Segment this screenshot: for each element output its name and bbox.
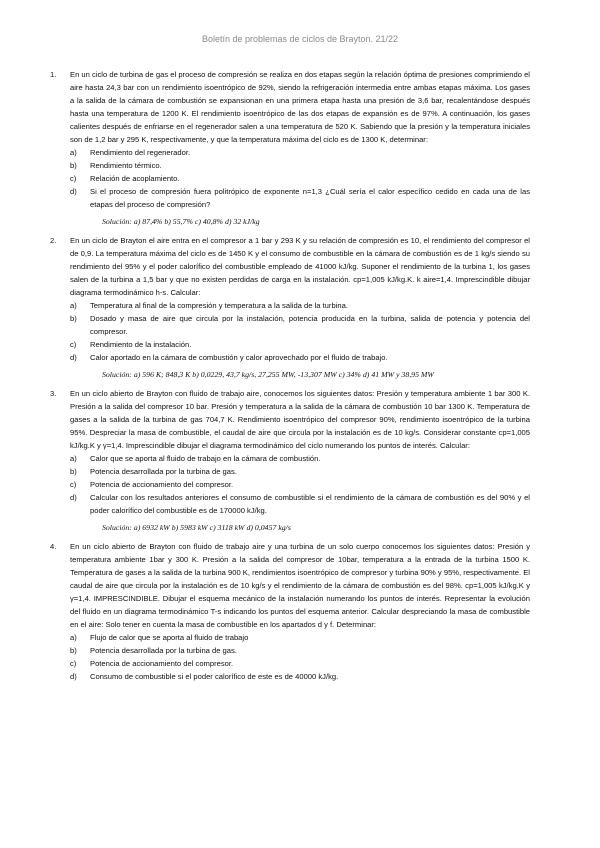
item-letter: d)	[70, 353, 77, 362]
question-item	[70, 351, 530, 364]
item-text: Flujo de calor que se aporta al fluido de trabajo	[90, 633, 249, 642]
item-text: Potencia desarrollada por la turbina de gas.	[90, 467, 237, 476]
item-letter: b)	[70, 161, 77, 170]
item-text: Potencia desarrollada por la turbina de gas.	[90, 646, 237, 655]
solution-line: Solución: a) 87,4% b) 55,7% c) 40,8% d) 32 kJ/kg	[102, 217, 260, 226]
question-item	[70, 491, 530, 517]
item-text: Dosado y masa de aire que circula por la instalación, potencia producida en la turbina, salida de potencia y potencia del compresor.	[90, 314, 530, 336]
item-text: Rendimiento del regenerador.	[90, 148, 191, 157]
item-letter: c)	[70, 340, 77, 349]
item-text: Consumo de combustible si el poder calorífico de este es de 40000 kJ/kg.	[90, 672, 339, 681]
question-list	[70, 146, 530, 211]
question-list	[70, 631, 530, 683]
item-text: Rendimiento térmico.	[90, 161, 162, 170]
item-text: Rendimiento de la instalación.	[90, 340, 192, 349]
problem-3	[50, 387, 530, 534]
problem-number: 2.	[50, 236, 57, 245]
question-list	[70, 299, 530, 364]
item-letter: a)	[70, 454, 77, 463]
item-letter: d)	[70, 672, 77, 681]
item-text: Calor aportado en la cámara de combustión y calor aprovechado por el fluido de trabajo.	[90, 353, 388, 362]
problem-number: 1.	[50, 70, 57, 79]
item-text: Relación de acoplamiento.	[90, 174, 180, 183]
question-item	[70, 657, 530, 670]
item-letter: d)	[70, 187, 77, 196]
question-item	[70, 465, 530, 478]
problem-statement: En un ciclo de turbina de gas el proceso de compresión se realiza en dos etapas según la relación óptima de presiones comprimiendo el aire hasta 24,3 bar con un rendimiento isoentrópico de 92%, siendo la refrigeración intermedia entre ambas etapas máxima. Los gases a la salida de la cámara de combustión se expansionan en una primera etapa hasta una presión de 3,6 bar, recalentándose después hasta una temperatura de 1200 K. El rendimiento isoentrópico de las dos etapas de expansión es de 97%. A continuación, los gases calientes después de enfriarse en el regenerador salen a una temperatura de 520 K. Sabiendo que la presión y la temperatura iniciales son de 1,2 bar y 295 K, respectivamente, y que la temperatura máxima del ciclo es de 1300 K, determinar:	[70, 70, 530, 144]
item-text: Potencia de accionamiento del compresor.	[90, 480, 234, 489]
problem-statement: En un ciclo abierto de Brayton con fluido de trabajo aire, conocemos los siguientes datos: Presión y temperatura ambiente 1 bar 300 K. Presión a la salida del compresor 10 bar. Presión y temperatura a la salida de la cámara de combustión 10 bar 1300 K. Temperatura de gases a la salida de la turbina de gas 704,7 K. Rendimiento isoentrópico del compresor 90%, rendimiento isoentrópico de la turbina 95%. Despreciar la masa de combustible, el caudal de aire que circula por la instalación es de 10 kg/s. Considerar constante cp=1,005 kJ/kg.K y γ=1,4. Imprescindible dibujar el diagrama termodinámico del ciclo numerando los puntos de interés. Calcular:	[70, 389, 530, 450]
problem-1	[50, 68, 530, 228]
question-item	[70, 146, 530, 159]
item-text: Temperatura al final de la compresión y temperatura a la salida de la turbina.	[90, 301, 348, 310]
problem-number: 3.	[50, 389, 57, 398]
solution-line: Solución: a) 6932 kW b) 5983 kW c) 3118 kW d) 0,0457 kg/s	[102, 523, 291, 532]
item-text: Potencia de accionamiento del compresor.	[90, 659, 234, 668]
item-letter: c)	[70, 174, 77, 183]
question-item	[70, 670, 530, 683]
page-header: Boletín de problemas de ciclos de Brayton. 21/22	[201, 34, 399, 44]
question-item	[70, 338, 530, 351]
item-letter: c)	[70, 659, 77, 668]
question-item	[70, 644, 530, 657]
question-item	[70, 478, 530, 491]
item-letter: b)	[70, 467, 77, 476]
question-item	[70, 631, 530, 644]
item-text: Calcular con los resultados anteriores el consumo de combustible si el rendimiento de la cámara de combustión es del 90% y el poder calorífico del combustible es de 170000 kJ/kg.	[90, 493, 530, 515]
problem-2	[50, 234, 530, 381]
item-letter: d)	[70, 493, 77, 502]
problem-number: 4.	[50, 542, 57, 551]
solution-line: Solución: a) 596 K; 848,3 K b) 0,0229, 43,7 kg/s, 27,255 MW, -13,307 MW c) 34% d) 41 MW y 38,95 MW	[102, 370, 434, 379]
question-item	[70, 185, 530, 211]
problem-statement: En un ciclo abierto de Brayton con fluido de trabajo aire y una turbina de un solo cuerpo conocemos los siguientes datos: Presión y temperatura ambiente 1bar y 300 K. Presión a la salida del compresor de 10bar, temperatura a la entrada de la turbina 1500 K. Temperatura de gases a la salida de la turbina 900 K, rendimientos isoentrópico de compresor y turbina 90% y 95%, respectivamente. El caudal de aire que circula por la instalación es de 10 kg/s y el rendimiento de la cámara de combustión es del 98%. cp=1,005 kJ/kg.K y γ=1,4. IMPRESCINDIBLE. Dibujar el esquema mecánico de la instalación numerando los puntos de interés. Representar la evolución del fluido en un diagrama termodinámico T-s indicando los puntos del esquema anterior. Calcular despreciando la masa de combustible en el aire: Solo tener en cuenta la masa de combustible en los apartados d y f. Determinar:	[70, 542, 530, 629]
item-letter: a)	[70, 633, 77, 642]
item-letter: c)	[70, 480, 77, 489]
item-text: Si el proceso de compresión fuera politrópico de exponente n=1,3 ¿Cuál sería el calor específico cedido en cada una de las etapas del proceso de compresión?	[90, 187, 530, 209]
question-item	[70, 452, 530, 465]
item-letter: b)	[70, 646, 77, 655]
item-letter: a)	[70, 301, 77, 310]
question-item	[70, 172, 530, 185]
item-letter: b)	[70, 314, 77, 323]
question-list	[70, 452, 530, 517]
problem-list	[50, 68, 530, 689]
item-letter: a)	[70, 148, 77, 157]
question-item	[70, 299, 530, 312]
problem-4	[50, 540, 530, 683]
item-text: Calor que se aporta al fluido de trabajo en la cámara de combustión.	[90, 454, 321, 463]
question-item	[70, 312, 530, 338]
question-item	[70, 159, 530, 172]
problem-statement: En un ciclo de Brayton el aire entra en el compresor a 1 bar y 293 K y su relación de compresión es 10, el rendimiento del compresor el de 0,9. La temperatura máxima del ciclo es de 1450 K y el consumo de combustible en la cámara de combustión es de 1 kg/s siendo su rendimiento del 95% y el poder calorífico del combustible empleado de 41000 kJ/kg. Suponer el rendimiento de la turbina 1, los gases salen de la turbina a 1,5 bar y que no existen perdidas de carga en la instalación. cp=1,005 kJ/kg.K. k aire=1,4. Imprescindible dibujar diagrama termodinámico h-s. Calcular:	[70, 236, 530, 297]
